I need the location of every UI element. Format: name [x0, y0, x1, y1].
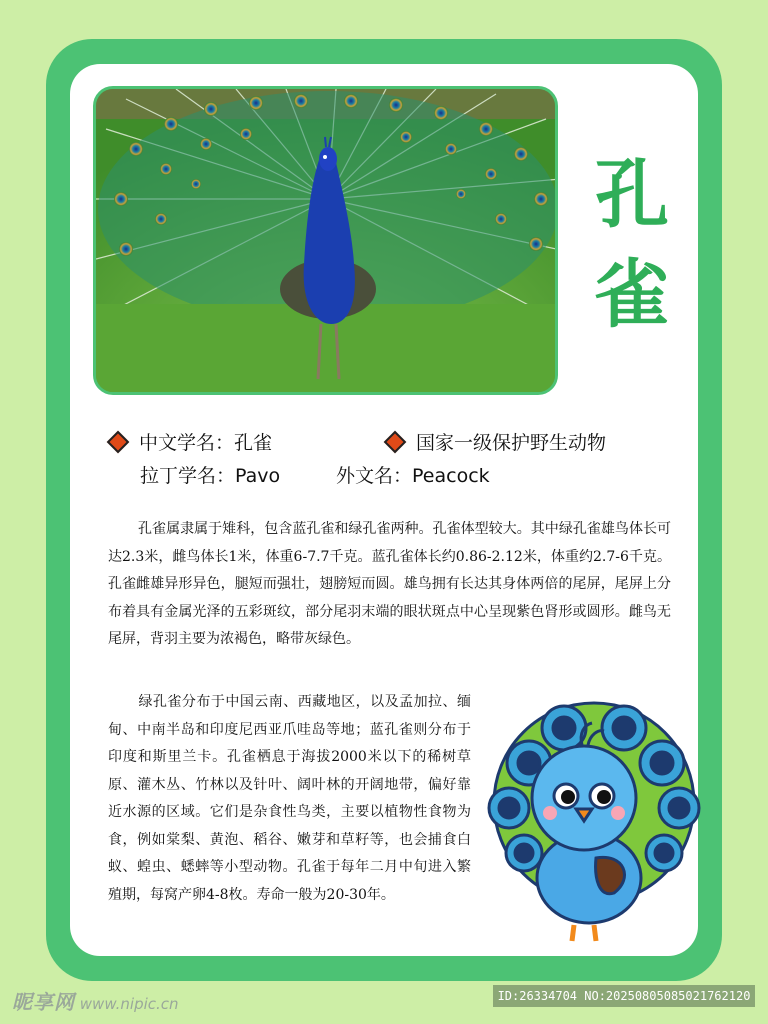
paragraph-2-text: 绿孔雀分布于中国云南、西藏地区，以及孟加拉、缅甸、中南半岛和印度尼西亚爪哇岛等地；蓝孔雀则分布于印度和斯里兰卡。孔雀栖息于海拔2000米以下的稀树草原、灌木丛、竹林以及针叶、阔叶林的开阔地带，偏好靠近水源的区域。它们是杂食性鸟类，主要以植物性食物为食，例如棠梨、黄泡、稻谷、嫩芽和草籽等，也会捕食白蚁、蝗虫、蟋蟀等小型动物。孔雀于每年二月中旬进入繁殖期，每窝产卵4-8枚。寿命一般为20-30年。: [108, 694, 471, 903]
watermark-site: [12, 986, 179, 1015]
title-char-2: 雀: [595, 252, 669, 338]
description-paragraph-2: [108, 689, 471, 909]
chinese-name-label: 中文学名：: [139, 432, 235, 454]
title-char-1: 孔: [595, 152, 669, 238]
foreign-name-value: Peacock: [412, 465, 490, 487]
protection-status: 国家一级保护野生动物: [416, 432, 607, 454]
watermark-id: ID:26334704 NO:20250805085021762120: [493, 985, 755, 1007]
chinese-name-value: 孔雀: [234, 432, 273, 454]
description-paragraph-1: [108, 516, 671, 654]
peacock-photo: [93, 86, 558, 395]
latin-name-label: 拉丁学名：: [140, 465, 236, 487]
fact-latin-name: [140, 461, 280, 488]
watermark-url: www.nipic.cn: [79, 995, 179, 1013]
fact-foreign-name: [336, 461, 490, 488]
latin-name-value: Pavo: [235, 465, 281, 487]
diamond-bullet-icon: [384, 430, 407, 453]
fact-protection: [387, 428, 606, 455]
peacock-cartoon-mascot: [484, 693, 704, 949]
paragraph-1-text: 孔雀属隶属于雉科，包含蓝孔雀和绿孔雀两种。孔雀体型较大。其中绿孔雀雄鸟体长可达2.3米，雌鸟体长1米，体重6-7.7千克。蓝孔雀体长约0.86-2.12米，体重约2.7-6千克。孔雀雌雄异形异色，腿短而强壮，翅膀短而圆。雄鸟拥有长达其身体两倍的尾屏，尾屏上分布着具有金属光泽的五彩斑纹，部分尾羽末端的眼状斑点中心呈现紫色肾形或圆形。雌鸟无尾屏，背羽主要为浓褐色，略带灰绿色。: [108, 521, 671, 647]
watermark-logo: 昵享网: [12, 990, 75, 1014]
foreign-name-label: 外文名：: [336, 465, 413, 487]
fact-chinese-name: [110, 428, 272, 455]
diamond-bullet-icon: [107, 430, 130, 453]
